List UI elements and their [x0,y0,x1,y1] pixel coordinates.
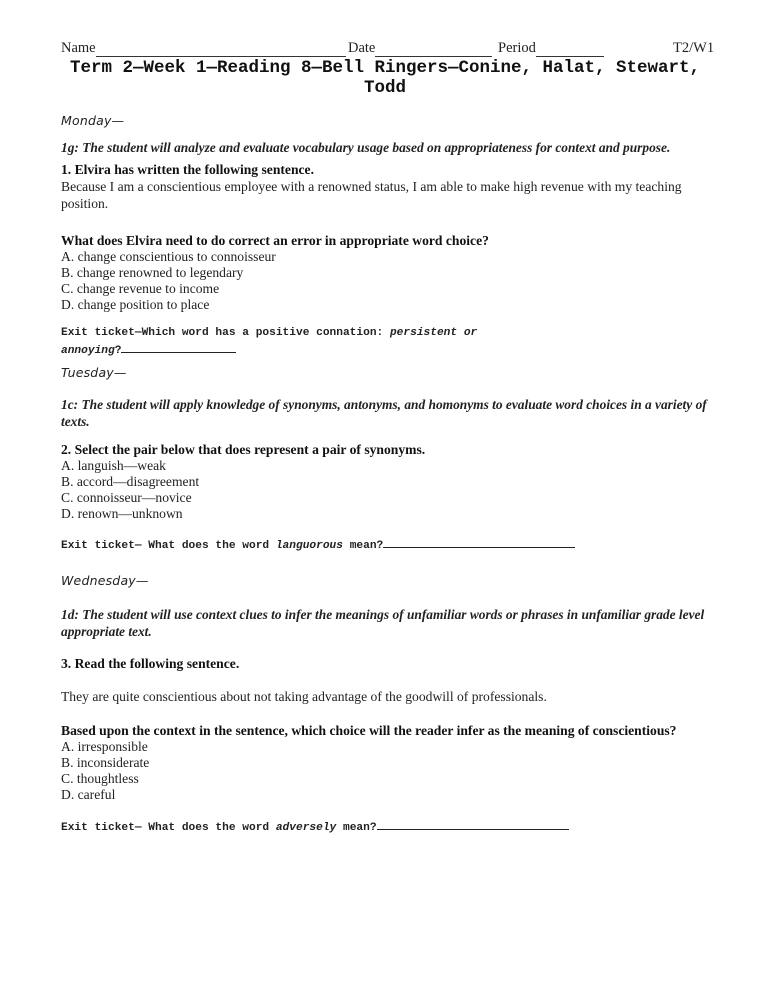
option-d[interactable]: D. careful [61,787,116,802]
date-field[interactable] [348,40,492,57]
exit-ticket-text: Exit ticket— What does the word [61,540,276,552]
question-3-prompt: Based upon the context in the sentence, which choice will the reader infer as the meaning of conscientious? [61,723,677,738]
exit-ticket-word: adversely [275,822,337,834]
question-1-prompt: What does Elvira need to do correct an error in appropriate word choice? [61,233,489,248]
exit-ticket-wednesday [61,817,711,835]
question-3-passage: They are quite conscientious about not taking advantage of the goodwill of professionals. [61,689,547,704]
exit-ticket-tuesday [61,535,711,553]
exit-ticket-monday [61,326,531,358]
period-field[interactable] [498,40,604,57]
exit-ticket-suffix: ? [114,345,122,357]
option-c[interactable]: C. thoughtless [61,771,139,786]
period-label: Period [498,40,536,56]
date-blank[interactable] [375,42,492,57]
exit-ticket-text: Exit ticket— What does the word [61,822,276,834]
answer-blank[interactable] [377,817,569,830]
exit-ticket-word: languorous [275,540,343,552]
objective-wednesday: 1d: The student will use context clues to infer the meanings of unfamiliar words or phrases in unfamiliar grade level appropriate text. [61,607,705,639]
question-3-title: 3. Read the following sentence. [61,656,240,671]
option-d[interactable]: D. renown—unknown [61,506,183,521]
day-heading-tuesday: Tuesday— [61,365,127,380]
objective-tuesday: 1c: The student will apply knowledge of synonyms, antonyms, and homonyms to evaluate word choices in a variety of texts. [61,397,707,429]
objective-monday: 1g: The student will analyze and evaluate vocabulary usage based on appropriateness for context and purpose. [61,140,671,155]
exit-ticket-suffix: mean? [342,540,384,552]
option-c[interactable]: C. change revenue to income [61,281,220,296]
name-blank[interactable] [96,42,346,57]
exit-ticket-words: persistent or annoying [61,327,478,357]
option-b[interactable]: B. inconsiderate [61,755,150,770]
exit-ticket-text: Exit ticket—Which word has a positive connation: [61,327,390,339]
option-b[interactable]: B. change renowned to legendary [61,265,244,280]
question-1-options [61,249,661,313]
page-title [55,58,715,98]
exit-ticket-suffix: mean? [336,822,377,834]
header-fields [61,40,715,58]
day-heading-monday: Monday— [61,113,125,128]
option-a[interactable]: A. change conscientious to connoisseur [61,249,276,264]
question-3-options [61,739,661,803]
question-1-passage: Because I am a conscientious employee with a renowned status, I am able to make high revenue with my teaching position. [61,179,682,211]
option-a[interactable]: A. languish—weak [61,458,166,473]
name-field[interactable] [61,40,346,57]
option-b[interactable]: B. accord—disagreement [61,474,200,489]
date-label: Date [348,40,376,56]
title-line-1: Term 2—Week 1—Reading 8—Bell Ringers—Conine, Halat, Stewart, [69,58,701,78]
answer-blank[interactable] [121,340,236,353]
option-c[interactable]: C. connoisseur—novice [61,490,192,505]
name-label: Name [61,40,96,56]
option-a[interactable]: A. irresponsible [61,739,148,754]
title-line-2: Todd [363,78,406,98]
day-heading-wednesday: Wednesday— [61,573,149,588]
period-blank[interactable] [536,42,604,57]
question-2-title: 2. Select the pair below that does represent a pair of synonyms. [61,442,426,457]
option-d[interactable]: D. change position to place [61,297,210,312]
answer-blank[interactable] [383,535,575,548]
term-week-code: T2/W1 [673,40,715,56]
question-1-title: 1. Elvira has written the following sentence. [61,162,314,177]
question-2-options [61,458,661,522]
